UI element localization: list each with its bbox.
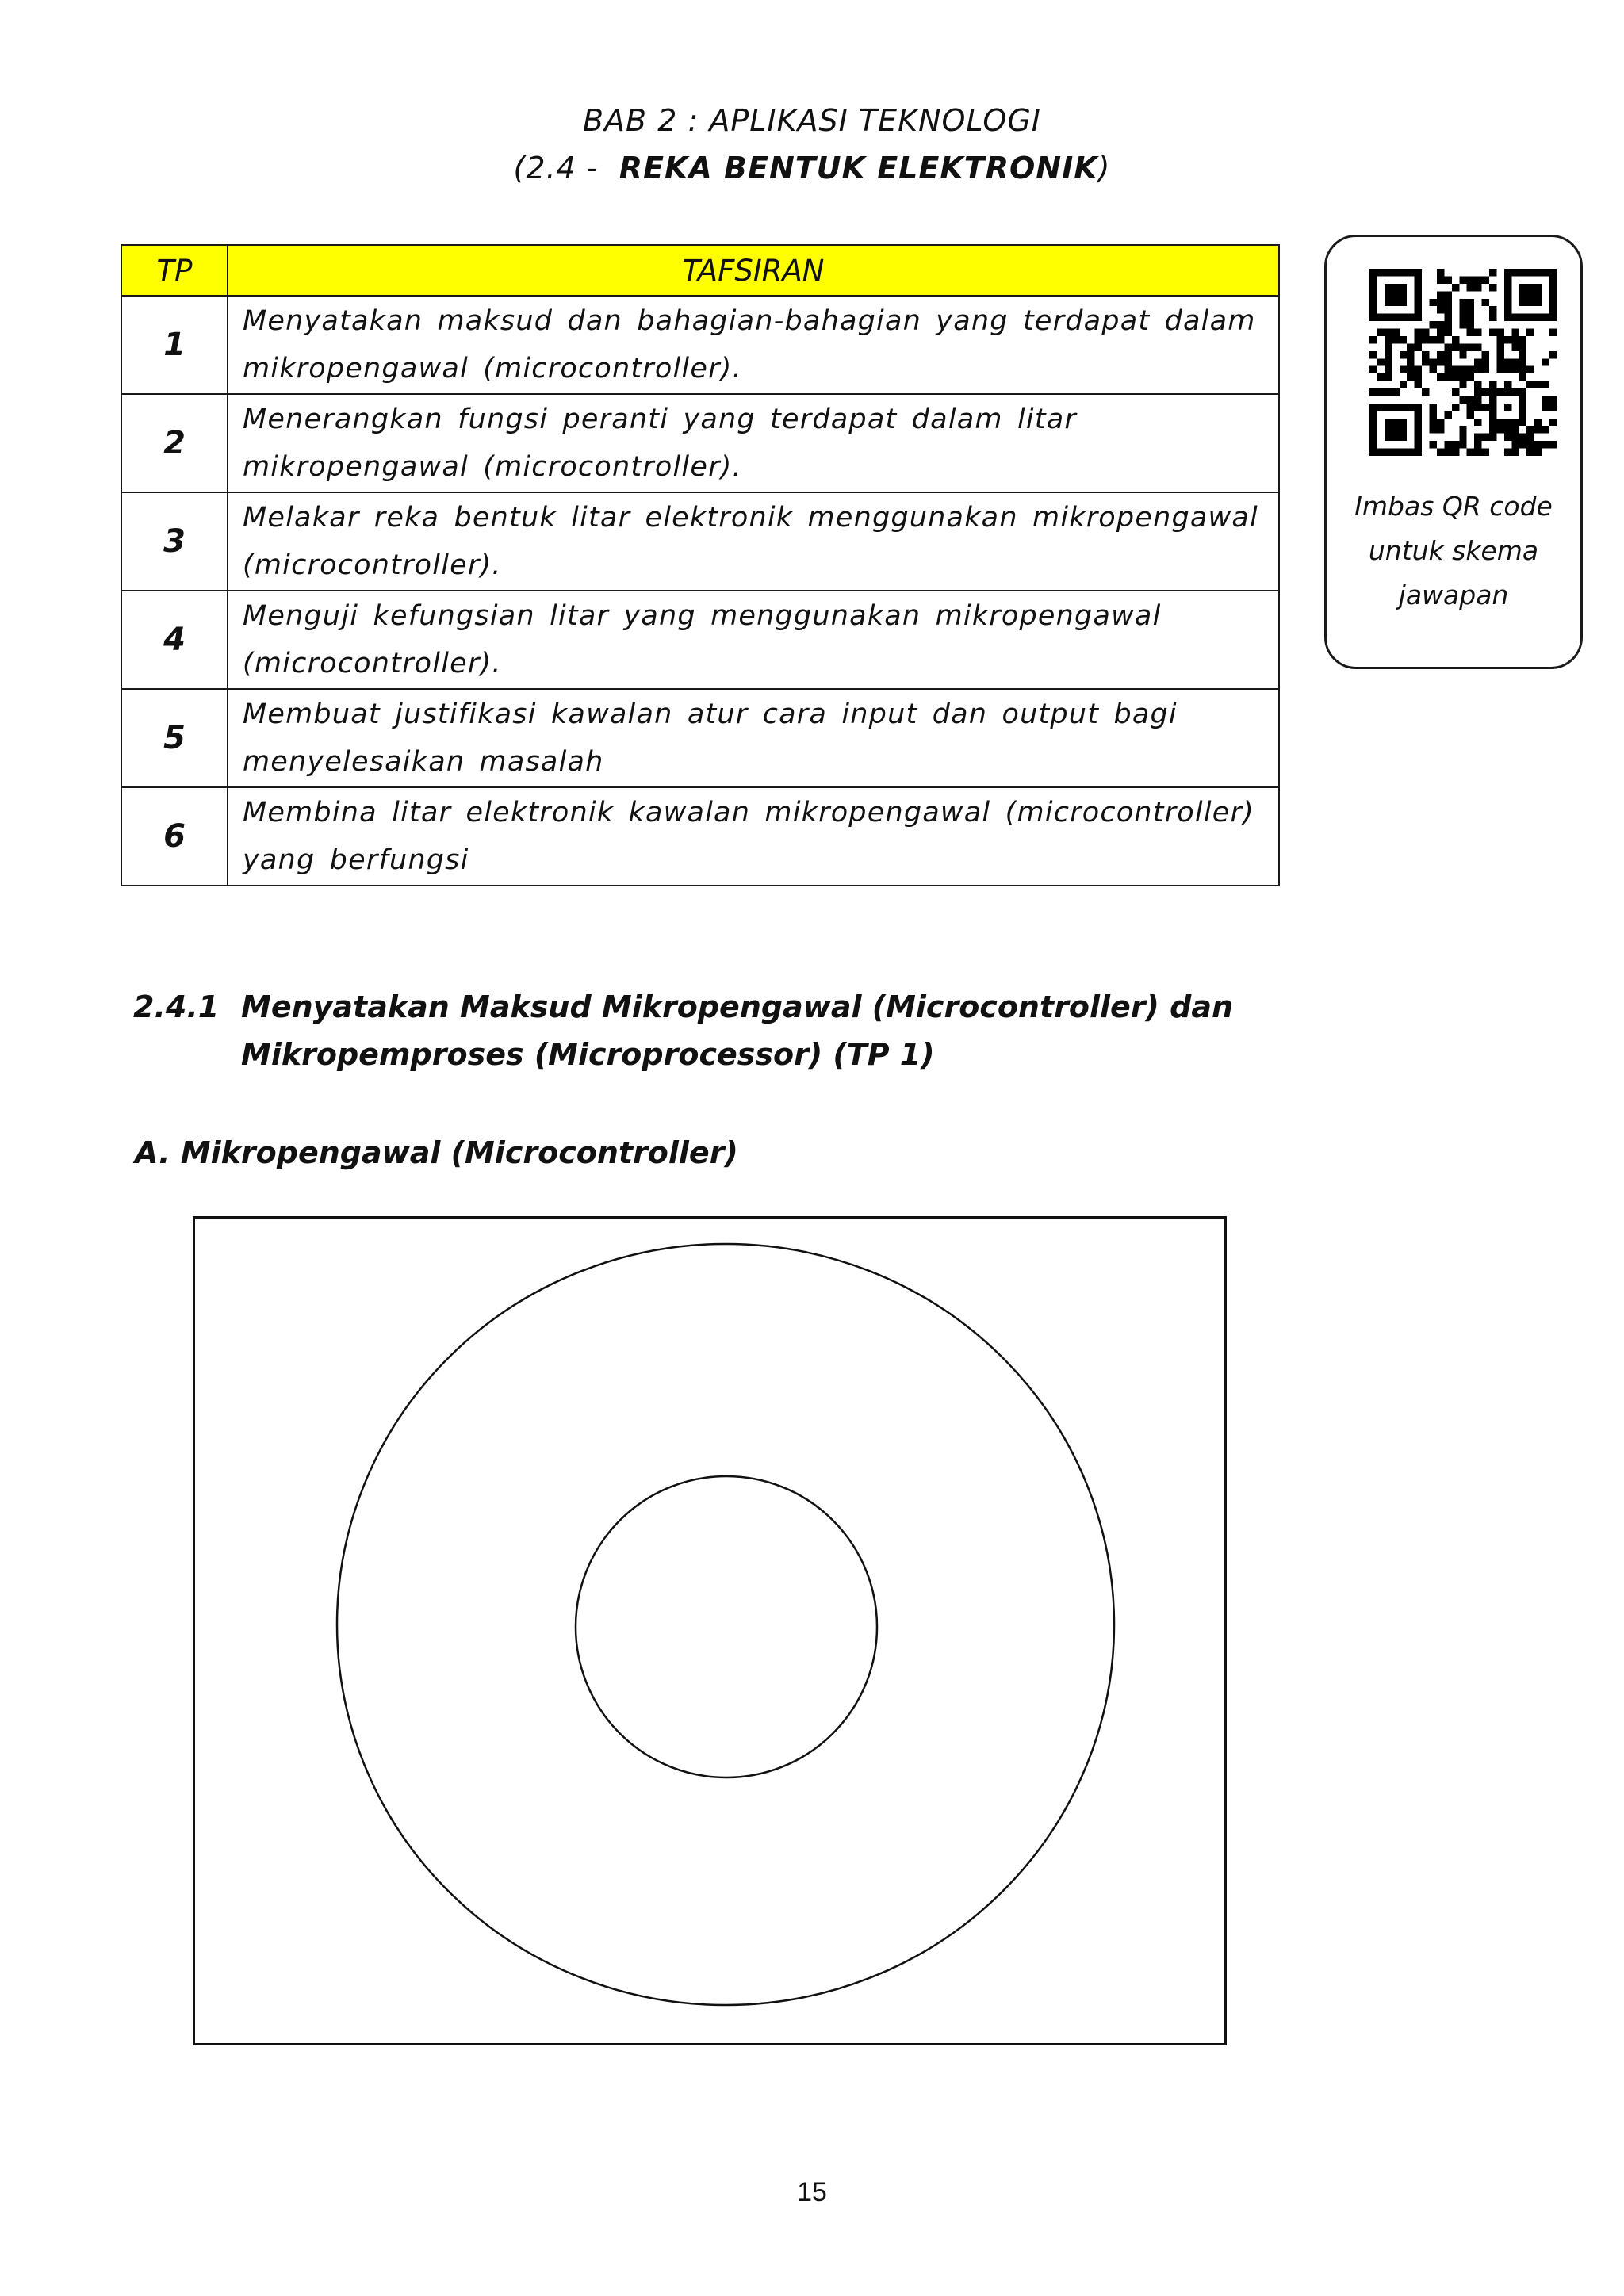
microcontroller-diagram-box [193,1216,1227,2045]
diagram-frame [194,1218,1226,2045]
tp-level: 2 [121,394,228,492]
table-row [121,787,1279,886]
tp-description: Melakar reka bentuk litar elektronik menggunakan mikropengawal (microcontroller). [228,492,1279,591]
tp-description: Menerangkan fungsi peranti yang terdapat dalam litar mikropengawal (microcontroller). [228,394,1279,492]
topic-heading [0,151,1624,186]
topic-heading-suffix: ) [1097,151,1111,186]
qr-code-icon[interactable] [1369,269,1557,456]
tp-description: Membuat justifikasi kawalan atur cara input dan output bagi menyelesaikan masalah [228,689,1279,787]
page-number: 15 [797,2177,827,2207]
topic-heading-prefix: (2.4 - [513,151,599,186]
qr-caption [1327,484,1580,618]
tafsiran-column-header: TAFSIRAN [228,245,1279,296]
outer-circle [337,1244,1114,2005]
tp-description: Menyatakan maksud dan bahagian-bahagian yang terdapat dalam mikropengawal (microcontroller). [228,296,1279,394]
topic-heading-title: REKA BENTUK ELEKTRONIK [619,151,1098,186]
tp-column-header: TP [121,245,228,296]
tp-level: 6 [121,787,228,886]
qr-caption-line: untuk skema [1368,535,1539,566]
tp-description: Membina litar elektronik kawalan mikropengawal (microcontroller) yang berfungsi [228,787,1279,886]
tp-level: 3 [121,492,228,591]
tp-description: Menguji kefungsian litar yang menggunakan mikropengawal (microcontroller). [228,591,1279,689]
table-row [121,394,1279,492]
qr-card [1324,235,1583,669]
table-row [121,296,1279,394]
inner-circle [576,1476,877,1777]
qr-caption-line: jawapan [1398,580,1509,610]
tp-level: 1 [121,296,228,394]
qr-caption-line: Imbas QR code [1354,491,1553,522]
tp-level: 4 [121,591,228,689]
tp-table-header-row [121,245,1279,296]
subsection-title: A. Mikropengawal (Microcontroller) [135,1135,738,1170]
section-number: 2.4.1 [133,989,220,1024]
table-row [121,591,1279,689]
table-row [121,492,1279,591]
tp-level: 5 [121,689,228,787]
tp-table [121,244,1280,886]
chapter-heading: BAB 2 : APLIKASI TEKNOLOGI [582,103,1041,138]
table-row [121,689,1279,787]
section-title: Menyatakan Maksud Mikropengawal (Microcontroller) dan Mikropemproses (Microprocessor) (TP 1) [241,989,1234,1072]
